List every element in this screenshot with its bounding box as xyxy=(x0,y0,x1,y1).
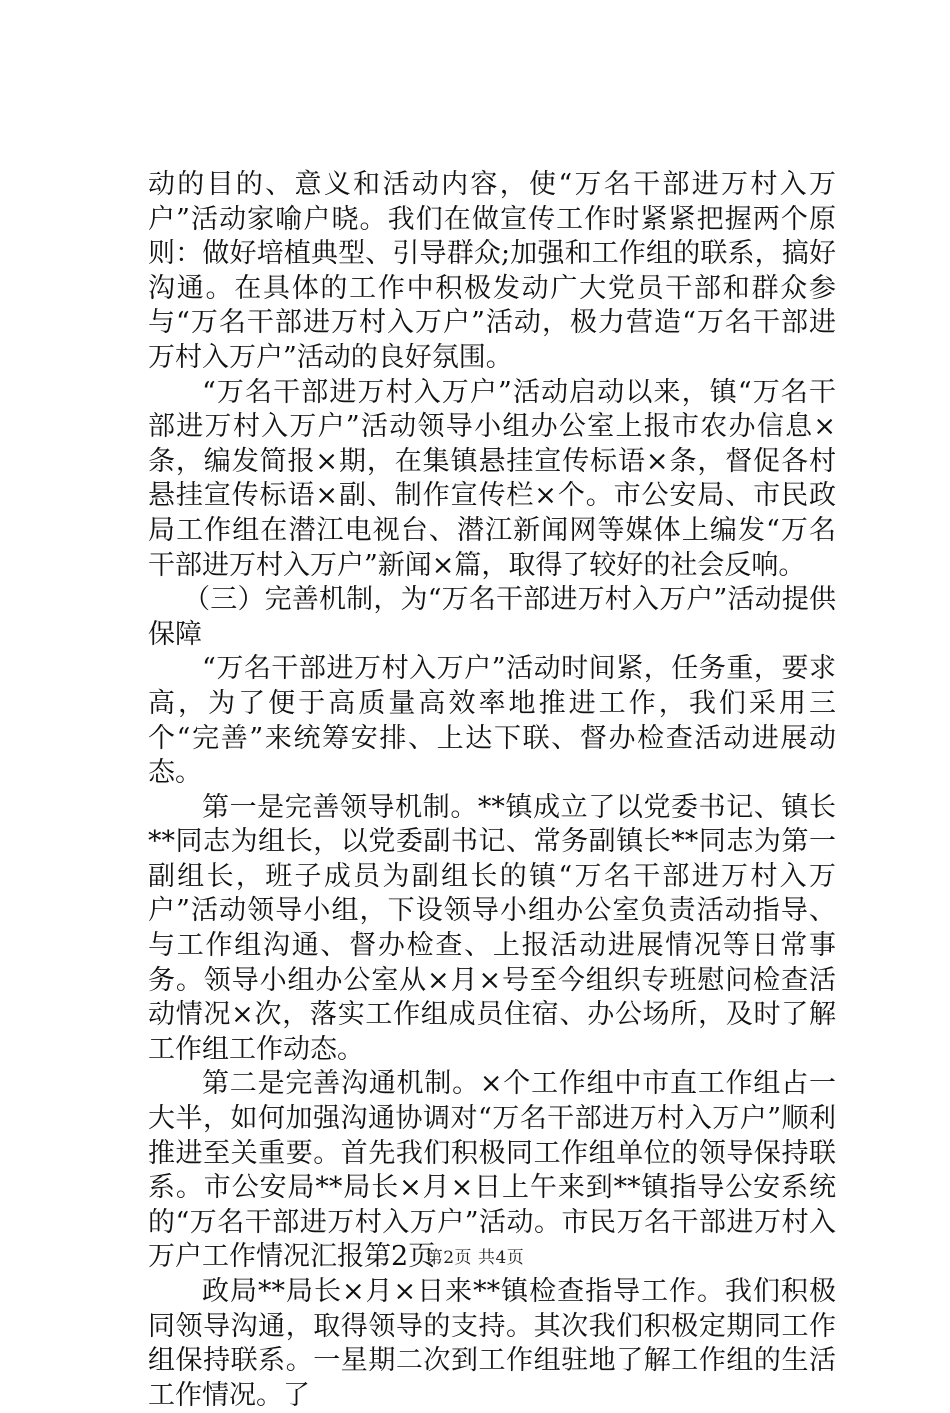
paragraph-6: 第二是完善沟通机制。×个工作组中市直工作组占一大半，如何加强沟通协调对“万名干部进万村入万户”顺利推进至关重要。首先我们积极同工作组单位的领导保持联系。市公安局**局长×月×日上午来到**镇指导公安系统的“万名干部进万村入万户”活动。市民万名干部进万村入万户工作情况汇报第2页 xyxy=(148,1068,836,1273)
paragraph-4: “万名干部进万村入万户”活动时间紧，任务重，要求高，为了便于高质量高效率地推进工作，我们采用三个“完善”来统筹安排、上达下联、督办检查活动进展动态。 xyxy=(148,653,836,789)
paragraph-5: 第一是完善领导机制。**镇成立了以党委书记、镇长**同志为组长，以党委副书记、常务副镇长**同志为第一副组长，班子成员为副组长的镇“万名干部进万村入万户”活动领导小组，下设领导小组办公室负责活动指导、与工作组沟通、督办检查、上报活动进展情况等日常事务。领导小组办公室从×月×号至今组织专班慰问检查活动情况×次，落实工作组成员住宿、办公场所，及时了解工作组工作动态。 xyxy=(148,791,836,1065)
paragraph-7: 政局**局长×月×日来**镇检查指导工作。我们积极同领导沟通，取得领导的支持。其次我们积极定期同工作组保持联系。一星期二次到工作组驻地了解工作组的生活工作情况。了 xyxy=(148,1276,836,1411)
page-footer: 第2页 共4页 xyxy=(425,1248,525,1268)
paragraph-1: 动的目的、意义和活动内容，使“万名干部进万村入万户”活动家喻户晓。我们在做宣传工作时紧紧把握两个原则：做好培植典型、引导群众;加强和工作组的联系，搞好沟通。在具体的工作中积极发动广大党员干部和群众参与“万名干部进万村入万户”活动，极力营造“万名干部进万村入万户”活动的良好氛围。 xyxy=(148,169,836,373)
paragraph-2: “万名干部进万村入万户”活动启动以来，镇“万名干部进万村入万户”活动领导小组办公室上报市农办信息×条，编发简报×期，在集镇悬挂宣传标语×条，督促各村悬挂宣传标语×副、制作宣传栏×个。市公安局、市民政局工作组在潜江电视台、潜江新闻网等媒体上编发“万名干部进万村入万户”新闻×篇，取得了较好的社会反响。 xyxy=(148,376,836,581)
section-heading-3: （三）完善机制，为“万名干部进万村入万户”活动提供保障 xyxy=(148,584,836,650)
document-body xyxy=(148,168,836,1413)
